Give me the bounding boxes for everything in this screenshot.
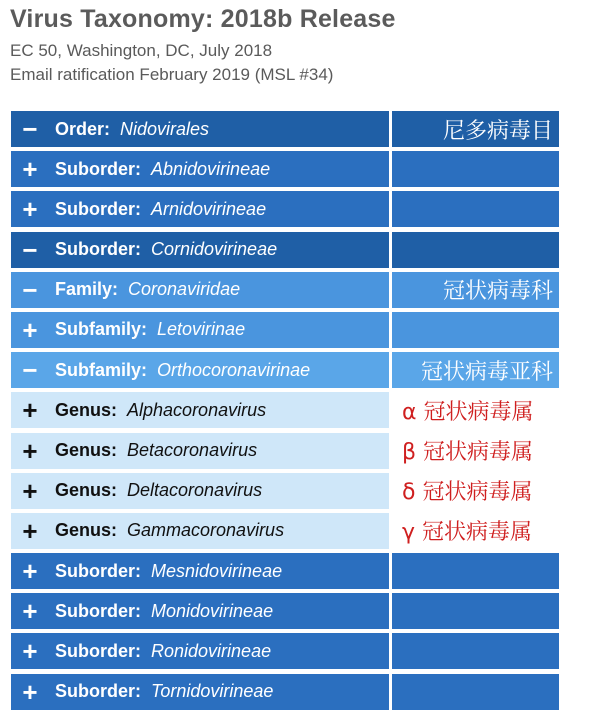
taxonomy-row-suborder[interactable]: [10, 190, 560, 228]
taxon-cell: [11, 633, 389, 669]
taxon-name: Cornidovirineae: [151, 239, 278, 260]
chinese-name: [392, 151, 559, 187]
taxon-cell: [11, 232, 389, 268]
taxon-name: Mesnidovirineae: [151, 560, 283, 581]
rank-label: Order:: [55, 118, 111, 139]
rank-label: Suborder:: [55, 600, 142, 621]
taxonomy-row-family[interactable]: [10, 271, 560, 309]
chinese-name: [392, 553, 559, 589]
rank-label: Genus:: [55, 399, 118, 420]
meeting-line: EC 50, Washington, DC, July 2018: [10, 41, 273, 60]
taxon-name: Coronaviridae: [128, 279, 241, 300]
taxon-name: Deltacoronavirus: [127, 480, 263, 501]
chinese-name: γ 冠状病毒属: [392, 513, 559, 549]
taxonomy-row-suborder[interactable]: [10, 673, 560, 711]
taxonomy-row-suborder[interactable]: [10, 592, 560, 630]
chinese-name: [392, 674, 559, 710]
taxon-name: Orthocoronavirinae: [157, 359, 311, 380]
rank-label: Family:: [55, 279, 119, 300]
rank-label: Genus:: [55, 440, 118, 460]
taxonomy-tree: [10, 110, 560, 713]
chinese-name: [392, 191, 559, 227]
chinese-name: [392, 633, 559, 669]
taxon-name: Ronidovirineae: [151, 640, 272, 661]
taxon-cell: [11, 352, 389, 388]
taxonomy-row-subfamily[interactable]: [10, 351, 560, 389]
rank-label: Suborder:: [55, 681, 142, 702]
taxon-cell: [11, 272, 389, 308]
expand-icon[interactable]: +: [22, 435, 38, 466]
chinese-name: 冠状病毒亚科: [392, 352, 559, 388]
taxon-cell: [11, 191, 389, 227]
taxon-name: Letovirinae: [157, 319, 246, 340]
rank-label: Suborder:: [55, 158, 142, 179]
rank-label: Suborder:: [55, 239, 142, 260]
taxonomy-row-genus[interactable]: [10, 432, 560, 470]
expand-icon[interactable]: +: [22, 395, 38, 426]
taxon-cell: [11, 433, 389, 469]
taxon-cell: [11, 151, 389, 187]
chinese-name: α 冠状病毒属: [392, 392, 559, 428]
rank-label: Subfamily:: [55, 319, 148, 340]
taxonomy-row-suborder[interactable]: [10, 231, 560, 269]
rank-label: Suborder:: [55, 560, 142, 581]
taxon-cell: [11, 674, 389, 710]
expand-icon[interactable]: +: [22, 194, 38, 225]
taxonomy-row-genus[interactable]: [10, 391, 560, 429]
taxon-cell: [11, 473, 389, 509]
chinese-name: 冠状病毒科: [392, 272, 559, 308]
taxonomy-row-suborder[interactable]: [10, 552, 560, 590]
expand-icon[interactable]: +: [22, 475, 38, 506]
expand-icon[interactable]: +: [22, 596, 38, 627]
expand-icon[interactable]: +: [22, 636, 38, 667]
expand-icon[interactable]: +: [22, 556, 38, 587]
page-header: [10, 0, 396, 85]
taxon-cell: [11, 553, 389, 589]
taxonomy-row-genus[interactable]: [10, 512, 560, 550]
taxonomy-row-subfamily[interactable]: [10, 311, 560, 349]
collapse-icon[interactable]: −: [22, 355, 38, 386]
taxon-name: Abnidovirineae: [151, 158, 271, 179]
collapse-icon[interactable]: −: [22, 234, 38, 265]
taxon-cell: [11, 392, 389, 428]
taxon-name: Nidovirales: [120, 118, 210, 139]
chinese-name: β 冠状病毒属: [392, 433, 559, 469]
chinese-name: δ 冠状病毒属: [392, 473, 559, 509]
expand-icon[interactable]: +: [22, 314, 38, 345]
chinese-name: [392, 593, 559, 629]
taxon-cell: [11, 111, 389, 147]
expand-icon[interactable]: +: [22, 676, 38, 707]
rank-label: Suborder:: [55, 198, 142, 219]
collapse-icon[interactable]: −: [22, 274, 38, 305]
taxon-name: Monidovirineae: [151, 600, 274, 621]
rank-label: Subfamily:: [55, 359, 148, 380]
page-title: Virus Taxonomy: 2018b Release: [10, 5, 396, 33]
ratification-line: Email ratification February 2019 (MSL #34): [10, 65, 334, 84]
rank-label: Genus:: [55, 480, 118, 501]
taxon-cell: [11, 593, 389, 629]
taxon-name: Arnidovirineae: [151, 198, 267, 219]
taxonomy-row-suborder[interactable]: [10, 150, 560, 188]
taxon-cell: [11, 513, 389, 549]
rank-label: Genus:: [55, 520, 118, 541]
taxon-cell: [11, 312, 389, 348]
chinese-name: [392, 232, 559, 268]
expand-icon[interactable]: +: [22, 154, 38, 185]
taxonomy-row-genus[interactable]: [10, 472, 560, 510]
taxon-name: Betacoronavirus: [127, 440, 258, 460]
taxon-name: Alphacoronavirus: [127, 399, 267, 420]
taxon-name: Gammacoronavirus: [127, 520, 285, 541]
taxonomy-row-order[interactable]: [10, 110, 560, 148]
expand-icon[interactable]: +: [22, 515, 38, 546]
chinese-name: 尼多病毒目: [392, 111, 559, 147]
taxon-name: Tornidovirineae: [151, 681, 274, 702]
taxonomy-row-suborder[interactable]: [10, 632, 560, 670]
rank-label: Suborder:: [55, 640, 142, 661]
chinese-name: [392, 312, 559, 348]
collapse-icon[interactable]: −: [22, 114, 38, 144]
